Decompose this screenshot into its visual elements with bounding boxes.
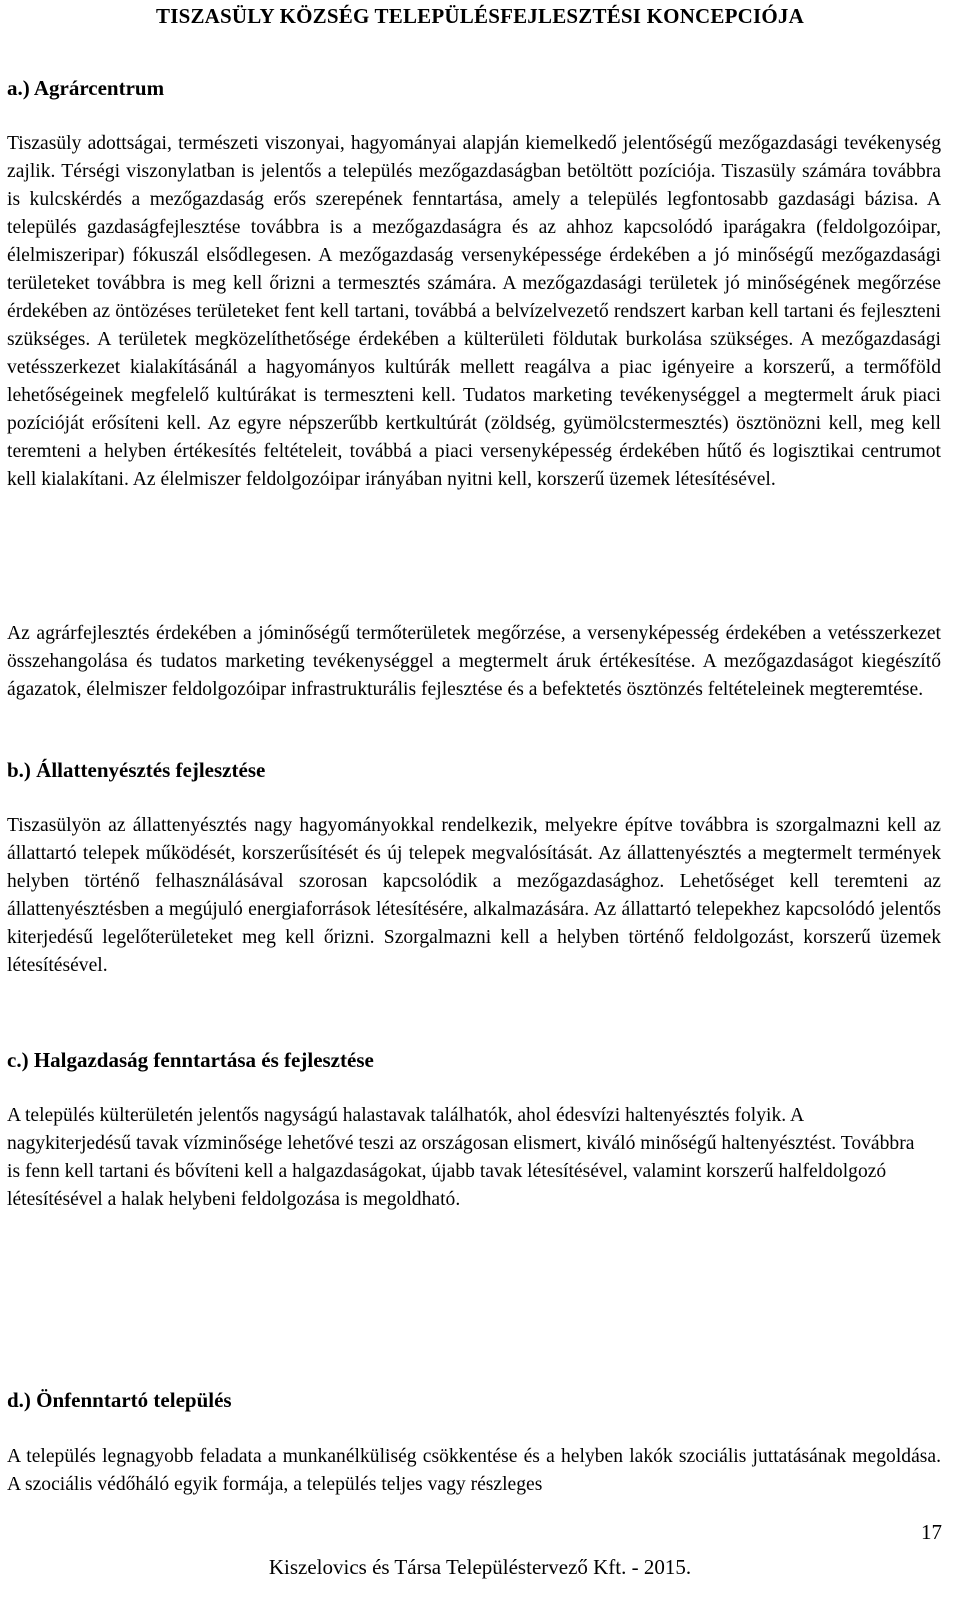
paragraph-agrarcentrum-1: Tiszasüly adottságai, természeti viszonyai, hagyományai alapján kiemelkedő jelentőségű mezőgazdasági tevékenység zajlik. Térségi viszonylatban is jelentős a település mezőgazdaságban betöltött pozíciója. Tiszasüly számára továbbra is kulcskérdés a mezőgazdaság erős szerepének fenntartása, amely a település legfontosabb gazdasági bázisa. A település gazdaságfejlesztése továbbra is a mezőgazdaságra és az ahhoz kapcsolódó iparágakra (feldolgozóipar, élelmiszeripar) fókuszál elsődlegesen. A mezőgazdaság versenyképessége érdekében a jó minőségű mezőgazdasági területeket továbbra is meg kell őrizni a termesztés számára. A mezőgazdasági területek jó minőségének megőrzése érdekében az öntözéses területeket fent kell tartani, továbbá a belvízelvezető rendszert karban kell tartani és fejleszteni szükséges. A területek megközelíthetősége érdekében a külterületi földutak burkolása szükséges. A mezőgazdasági vetésszerkezet kialakításánál a hagyományos kultúrák mellett reagálva a piac igényeire a korszerű, a termőföld lehetőségeinek megfelelő kultúrákat is termeszteni kell. Tudatos marketing tevékenységgel a megtermelt áruk piaci pozícióját erősíteni kell. Az egyre népszerűbb kertkultúrát (zöldség, gyümölcstermesztés) ösztönözni kell, meg kell teremteni a helyben értékesítés feltételeit, továbbá a piaci versenyképesség érdekében hűtő és logisztikai centrumot kell kialakítani. Az élelmiszer feldolgozóipar irányában nyitni kell, korszerű üzemek létesítésével.	[7, 133, 941, 490]
paragraph-halgazdasag: A település külterületén jelentős nagyságú halastavak találhatók, ahol édesvízi haltenyésztés folyik. A nagykiterjedésű tavak vízminősége lehetővé teszi az országosan elismert, kiváló minőségű haltenyésztést. Továbbra is fenn kell tartani és bővíteni kell a halgazdaságokat, újabb tavak létesítésével, valamint korszerű halfeldolgozó létesítésével a halak helybeni feldolgozása is megoldható.	[7, 1105, 915, 1210]
section-heading-onfenntarto: d.) Önfenntartó település	[7, 1388, 232, 1412]
paragraph-onfenntarto: A település legnagyobb feladata a munkanélküliség csökkentése és a helyben lakók szociális juttatásának megoldása. A szociális védőháló egyik formája, a település teljes vagy részleges	[7, 1446, 941, 1495]
paragraph-agrarcentrum-2: Az agrárfejlesztés érdekében a jóminőségű termőterületek megőrzése, a versenyképesség érdekében a vetésszerkezet összehangolása és tudatos marketing tevékenységgel a megtermelt áruk értékesítése. A mezőgazdaságot kiegészítő ágazatok, élelmiszer feldolgozóipar infrastrukturális fejlesztése és a befektetés ösztönzés feltételeinek megteremtése.	[7, 623, 941, 700]
section-heading-agrarcentrum: a.) Agrárcentrum	[7, 76, 165, 100]
document-footer: Kiszelovics és Társa Településtervező Kft. - 2015.	[268, 1555, 692, 1579]
section-heading-allattenyesztes: b.) Állattenyésztés fejlesztése	[7, 758, 266, 782]
paragraph-allattenyesztes: Tiszasülyön az állattenyésztés nagy hagyományokkal rendelkezik, melyekre építve továbbra is szorgalmazni kell az állattartó telepek működését, korszerűsítését és új telepek megvalósítását. Az állattenyésztés a megtermelt termények helyben történő felhasználásával szorosan kapcsolódik a mezőgazdasághoz. Lehetőséget kell teremteni az állattenyésztésben a megújuló energiaforrások létesítésére, alkalmazására. Az állattartó telepekhez kapcsolódó jelentős kiterjedésű legelőterületeket meg kell őrizni. Szorgalmazni kell a helyben történő feldolgozást, korszerű üzemek létesítésével.	[7, 815, 941, 976]
page-number: 17	[921, 1520, 942, 1544]
section-heading-halgazdasag: c.) Halgazdaság fenntartása és fejlesztése	[7, 1048, 374, 1072]
document-header: TISZASÜLY KÖZSÉG TELEPÜLÉSFEJLESZTÉSI KONCEPCIÓJA	[156, 4, 804, 28]
